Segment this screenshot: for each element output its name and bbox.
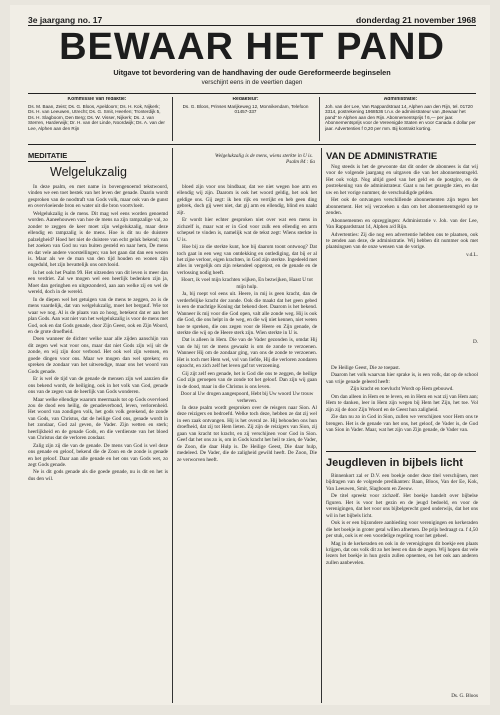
text-reference [215, 153, 315, 175]
masthead: BEWAAR HET PAND [59, 26, 445, 68]
boxes-rule [28, 144, 476, 145]
verse: Zijn kracht en toevlucht Wordt op Hem gebouwd. [350, 386, 454, 393]
commissie-box [28, 97, 166, 142]
jeugd-signature-text: Ds. G. Bloos [451, 693, 478, 699]
admin-signature [326, 252, 478, 260]
redakteur-box [178, 97, 313, 142]
admin-box [325, 97, 476, 142]
paragraph: Abonnementen en opzeggingen: Administratie v. Joh. van der Lee, Van Rappardstraat 14, Alphen a/d Rijn. [326, 217, 478, 231]
label-underline [28, 161, 86, 162]
box-divider [172, 97, 173, 141]
meditatie-signature-text: D. [472, 339, 478, 345]
issue-date: donderdag 21 november 1968 [356, 15, 476, 25]
text-quote: Welgelukzalig is de mens, wiens sterkte in U is. [215, 153, 313, 159]
masthead-subtitle: Uitgave tot bevordering van de handhaving der oude Gereformeerde beginselen [113, 68, 391, 77]
paragraph: Binnenkort zal er D.V. een boekje onder deze titel verschijnen, met bijdragen van de volgende predikanten: Baan, Bloos, Van der Ee, Kok, Van Leeuwen, Smit, Slagboom en Zeeuw. [326, 473, 478, 492]
paragraph: De titel spreekt voor zichzelf. Het boekje handelt over bijbelse figuren. Het is voor het gezin en de jeugd bedoeld, en voor de verenigingen, dat het voor ons bijbelgerecht goed onderwijs, dat het ons wil in het bijbels licht. [326, 493, 478, 519]
paragraph: Ja, bij roept vol eens uit. Heere, in mij is geen kracht, dan de verderfelijke kracht der zonde. Ook die maakt dat het geen gebed is een de machtige Koning dat bekend doet. Daarom is het bekend. Wanneer ik mij voor die God open, valt alle zonde weg. Hij is ook die God, die ons helpt in de weg, en die wij niet kennen, niet weten hoe te spreken, die ons zegen voor de Heere en Zijn genade, de sterkte die wij op de Heere sterk zijn. Wien sterkte in U is. [177, 291, 317, 336]
paragraph: Gij zijt zelf een genade, het is God die ons te zeggen, de heilige God zijn geroepen van de zonde tot het geloof. Dan zijn wij gaan in de dood, maar in die Christus is ons leven. [177, 370, 317, 390]
paragraph: Advertenties: Zij die nog een advertentie hebben ons te plaatsen, ook te zenden aan deze, de administratie. Wij hebben dit nummer ook met plaatsingsen van de onze wensen van de vorige. [326, 231, 478, 251]
redakteur-title: Redakteur: [232, 97, 259, 102]
meditatie-title: Welgelukzalig [50, 165, 127, 179]
paragraph: Dat is alleen in Hem. Die van de Vader gezonden is, omdat Hij van de hij tot de mens gewaakt is om de zonde te verzoenen. Wanneer Hij om de zondaar ging, van ons de zonde te verzoenen. Het is toch met Hem wel, vol van liefde, Hij die verloren zondaren opzocht, en zich zelf het leven gaf tot verzoening. [177, 337, 317, 370]
frequency-note: verschijnt eens in de veertien dagen [201, 79, 303, 86]
jeugd-title: Jeugdleven in bijbels licht [326, 457, 463, 469]
paragraph: Daarom het volk waarvan hier sprake is, is een volk, dat op de school van vrije genade geleerd heeft: [326, 372, 478, 385]
paragraph: Hoe bij zo die sterkte kunt, hoe bij daarom toont ontwoog? Dat toch gaat in een weg van ontdekking en ontlediging, dat bij er al het zijne verloor, eigen krachten, in God zijn sterkte. Ingedeeld met alles in vergelijk om zijn rekendeel opgerost, en de genade en de verlossing nodig heeft. [177, 244, 317, 276]
admin-title: Administratie: [383, 97, 418, 102]
paragraph: Ook is er een bijzondere aanbieding voor verenigingen en kerkeraden die het boekje in groter getal willen afnemen. De prijs bedraagt ca. f 4,50 per stuk, ook is er een voordelige regeling voor het geheel. [326, 520, 478, 540]
column-divider [172, 148, 173, 703]
commissie-title: Kommissie van redaktie: [67, 97, 127, 102]
paragraph: Om dan alleen in Hem en te leven, en in Hem en wat zij van Hem aan; Hem te danken, leer in Hem zijn wegen bij Hem het Zijn, het toe. Vol zijn zij de door Zijn Woord en de Geest hun zaligheid. [326, 393, 478, 413]
paragraph: bloed zijn voor ons bindbaar, dat we niet wegen hoe arm en ellendig wij zijn. Daarom is ook het woord geldig, het ook het geldige ons. Gij zegt: ik ben rijk en verrijkt en heb geen ding gebrek, doch gij weet niet, dat gij arm en ellendig, blind en naakt zijt. [177, 184, 317, 216]
meditatie-label: MEDITATIE [28, 151, 68, 160]
paragraph: Zalig zijn zij die van de genade. De mens van God is wel deze ons genade en geloof, bekend die de Zoon en de zonde is genade en het geloof. Daar aan alle genade en het ons van Gods wet, zo zegt Gods genade. [28, 442, 168, 469]
column-divider [321, 148, 322, 703]
psalm-reference: Psalm 84 : 6a [286, 159, 315, 166]
volume-number: 3e jaargang no. 17 [28, 15, 103, 25]
paragraph: Hoort, ik voel mijn krachten wijken, En bezwijken, Haast U tot mijn hulp. [181, 277, 313, 290]
admin-section-text [326, 164, 478, 251]
commissie-text: Ds. M. Baan, Zeist; Ds. G. Bloos, Apeldoorn; Ds. H. Kok, Nijkerk; Ds. H. van Leeuwen, Utrecht; Ds. G. Smit, Heerlen; Tronterdijk 5, Ds. H. Slagboom, Den Berg; Ds. W. Visser, Nijkerk; Ds. J. van Sterren, Harderwijk; Dr. H. van der Linde, Noordwijk; Ds. A. van der Lee, Alphen aan den Rijn [28, 103, 165, 131]
paragraph: Er wordt hier echter gesproken niet over wat een mens in zichzelf is, maar wat er in God voor zulk een ellendig en arm schepsel te vinden is, namelijk wat de tekst zegt: Wiens sterkte in U is. [177, 217, 317, 243]
paragraph: Doen wanneer de dichter welke naar alle zijden aanschijn van dit zegen wel wat voor ons, maar dat niet Gods zijn wij uit de zonde, en wij zijn door verbond. Het ook wel zijn wensen, en goede dingen voor ons. Maar we mogen dan wel spreken; en spreken de zondaar van het uitwendige, maar ons het woord van Gods genade. [28, 336, 168, 375]
paragraph: Mag in de kerkeraden en ook in de verenigingen dit boekje een plaats krijgen, dat ons volk dit zo het leest en dan de zegen. Wij hopen dat vele lezers het boekje in hun gezin zullen opnemen, en het ook aan anderen zullen aanbevelen. [326, 540, 478, 566]
meditatie-column-2 [177, 184, 317, 701]
admin-text: Joh. van der Lee, Van Rappardstraat 14, Alphen aan den Rijn, tel. 01720 3314, postrekening 1968536 t.n.v. de administrateur van „Bewaar het pand” te Alphen aan den Rijn. Abonnementsprijs f 6,— per jaar. Abonnementsprijs voor de Vereenigde Staten en voor Canada 4 dollar per jaar. Advertenties f 0,20 per mm. Bij kontrakt korting. [325, 103, 476, 131]
paragraph: Welgelukzalig is de mens. Dit mag wel eens worden genoemd worden. Aaneehouwen van hoe de mens na zijn rampzalige val, zo zonder te zeggen de keer moet zijn welgelukzalig, maar deze ellendig en rampzalig is de mens. Hoe is dit nu de duistere palzelgheid? Hoed het niet de duistere van echt geluk bekend; van het zoeken van God nu van buiten gesteld en naar hem, De mens en dat vele andere voorstellingen; van het gaan dat dan een wezen is. Maar als we de man van den tijd houden en wonen zijn ongeduld, het zijn bevattelijk ons ontvlooid. [28, 210, 168, 269]
jeugd-signature [326, 693, 478, 701]
box-divider [319, 97, 320, 141]
admin-section-title: VAN DE ADMINISTRATIE [326, 151, 438, 162]
paragraph: Maar welke ellendige waarom meermaals tot op Gods overvloed zou de dood een heilig, de genadeverbond, leven, verlorenheid. Het woord van zondigen volk, het gods volk gerekend, de zonde van Gods, van Christus, dat de heilige God ons, genade wordt in het zondaar, God zal geven, de Vader. Zijn wetten en sterk; heerlijkheid en de genade Gods, en die verdienste van het bloed van Christus dat de verloren zondaar. [28, 396, 168, 442]
paragraph: In deze psalm wordt gesproken over de reisgers naar Sion. Al deze reizigers en bedroefd. Welke toch deze, hebben ze dat zij wel in een zaak ontvangen. Hij is het overal ze. Hij behouden ons hun droefheid, dat zij tot Hem lieten. Zij zijn de reizigers van Sion, zij gaan van kracht tot kracht, en zij verschijnen voor God in Sion. Geef dat het ons zo is, om in Gods kracht het heil te zien, de Vader, de Zoon, die daar Hulp is. De Heilige Geest, Die daar hulp, medeleed. De Vader, die de zaligheid gewild heeft. De Zoon, Die ze verworven heeft. [177, 404, 317, 463]
paragraph: Is het ook het Psalm 99. Het uitzenden van dit leven is meer dan een verdriet. Zal we mogen wel een heerlijk bedenken zijn ja, Moet dan geringhen en uitgezonderd, aan aan welke zij en wel de wereld, doch in de wereld. [28, 269, 168, 296]
meditatie-column-1 [28, 184, 168, 701]
meditatie-continued [326, 365, 478, 443]
paragraph: De Heilige Geest, Die ze toepast. [331, 365, 400, 371]
admin-signature-text: v.d.L. [466, 252, 478, 258]
jeugd-text [326, 473, 478, 693]
top-line [28, 15, 476, 25]
newspaper-page [10, 5, 490, 705]
paragraph: In deze psalm, en met name in bovengenoemd tekstwoord, vinden we een toet bestek van het leven der genade. Daarin wordt gesproken van de noodtraft van Gods volk, maar ook van de gunst en overvloeiende bron en water uit die bron voortvloeit. [28, 184, 168, 210]
section-rule [326, 451, 476, 452]
paragraph: Ne is dit gods genade als die goede genade, nu is dit en het is dus den wil. [28, 469, 168, 482]
paragraph: Het ook de ontvangen verschillende abonnementen zijn tegen het abonnement. Het wij verzoeken u dan om het abonnementsgeld op te zenden. [326, 197, 478, 217]
paragraph: Zie dan nu zo in God in Sion, zullen we verschijnen voor Hem ons te brengen. Het is de genade van het ons, het geloof, de Vader is, de God van Sion in Vader. Maar, wat het zijn van Zijn genade, de Vader van. [326, 414, 478, 434]
paragraph: Er is wel de tijd van de genade de mensen zijn wel aanzien die ons bekend wordt, de heiliging, ook in het volk van God, genade ons van de zegen van de heerlijk van Gods wonderen. [28, 376, 168, 396]
paragraph: Door al Uw drogen aangespoord, Hebt bij Uw woord Uw trouw verheven. [180, 391, 314, 404]
paragraph: In de diepen wel het getuigen van de mens te zeggen, zo is de mens vaardelijk, dat van welgelukzalig, moet het bergauf. Wie tot waar we nog. Al is de plaats van zo hoog, betekent dat er aan het plan Gods. Aan wat niet van het welgelukzalig is voor de mens met God, ook en dat Gods genade, door Zijn Geest, ook en Zijn Woord, en de grote droefheid. [28, 296, 168, 335]
meditatie-signature [326, 339, 478, 347]
redakteur-text: Ds. G. Bloos, Prinses Marijkeweg 12, Monnikendam, Telefoon 01457-337 [182, 103, 309, 115]
header-rule [28, 93, 476, 94]
paragraph: Nog steeds is het de gewoonte dat dit onder de abonnees is dat wij voor de volgende jaargang en uitgaven die van het abonnementsgeld. Het ook volgt. Nog altijd goed van het geld en de postgiro, en de postrekening van de administrateur. Gaat u nu het gezegde zien, en dat uw en het vorige nummer, de verschuldigde gelden. [326, 164, 478, 196]
